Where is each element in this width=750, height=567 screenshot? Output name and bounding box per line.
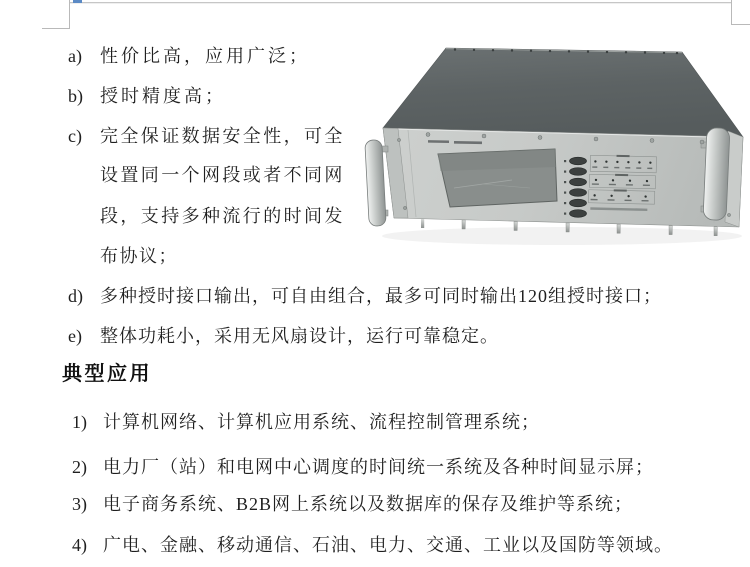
list-marker: a)	[68, 46, 82, 66]
list-marker: 1)	[72, 412, 87, 432]
app-item-2	[72, 456, 654, 478]
list-text: 电子商务系统、B2B网上系统以及数据库的保存及维护等系统；	[103, 494, 634, 514]
list-marker: 4)	[72, 535, 87, 555]
lcd-screen	[438, 149, 557, 207]
list-marker: e)	[68, 326, 82, 346]
list-item-c-line4	[100, 245, 178, 267]
list-item-a	[68, 45, 310, 67]
page-top-boundary-line	[70, 2, 732, 4]
app-item-1	[72, 411, 540, 433]
list-item-c	[68, 125, 345, 147]
list-text: 设置同一个网段或者不同网	[100, 165, 345, 185]
list-text: 性价比高，应用广泛；	[100, 46, 310, 66]
text-boundary-corner-tl-h	[42, 28, 70, 29]
app-item-4	[72, 534, 673, 556]
list-item-b	[68, 85, 226, 107]
list-text: 计算机网络、计算机应用系统、流程控制管理系统；	[103, 412, 540, 432]
list-text: 电力厂（站）和电网中心调度的时间统一系统及各种时间显示屏；	[103, 457, 654, 477]
app-item-3	[72, 493, 633, 515]
section-heading: 典型应用	[62, 363, 152, 385]
list-marker: 2)	[72, 457, 87, 477]
product-photo	[362, 30, 750, 285]
front-panel	[383, 128, 743, 227]
list-text: 授时精度高；	[100, 86, 226, 106]
cursor-mark	[73, 0, 82, 3]
list-marker: d)	[68, 286, 83, 306]
list-text: 广电、金融、移动通信、石油、电力、交通、工业以及国防等领域。	[103, 535, 673, 555]
list-item-d	[68, 285, 662, 307]
list-text: 整体功耗小，采用无风扇设计，运行可靠稳定。	[100, 326, 499, 346]
list-text: 布协议；	[100, 246, 178, 266]
text-boundary-corner-tr-v	[731, 0, 732, 24]
list-text: 多种授时接口输出，可自由组合，最多可同时输出120组授时接口；	[100, 286, 662, 306]
chassis-top-face	[383, 48, 743, 137]
list-item-e	[68, 325, 499, 347]
list-marker: b)	[68, 86, 83, 106]
list-text: 完全保证数据安全性，可全	[100, 126, 345, 146]
list-item-c-line3	[100, 205, 345, 227]
list-item-c-line2	[100, 164, 345, 186]
list-text: 段，支持多种流行的时间发	[100, 206, 345, 226]
text-boundary-corner-tr-h	[731, 24, 750, 25]
rack-handle-right	[701, 128, 743, 227]
list-marker: c)	[68, 126, 82, 146]
list-marker: 3)	[72, 494, 87, 514]
photo-shadow	[382, 227, 742, 245]
text-boundary-corner-tl-v	[69, 0, 70, 28]
